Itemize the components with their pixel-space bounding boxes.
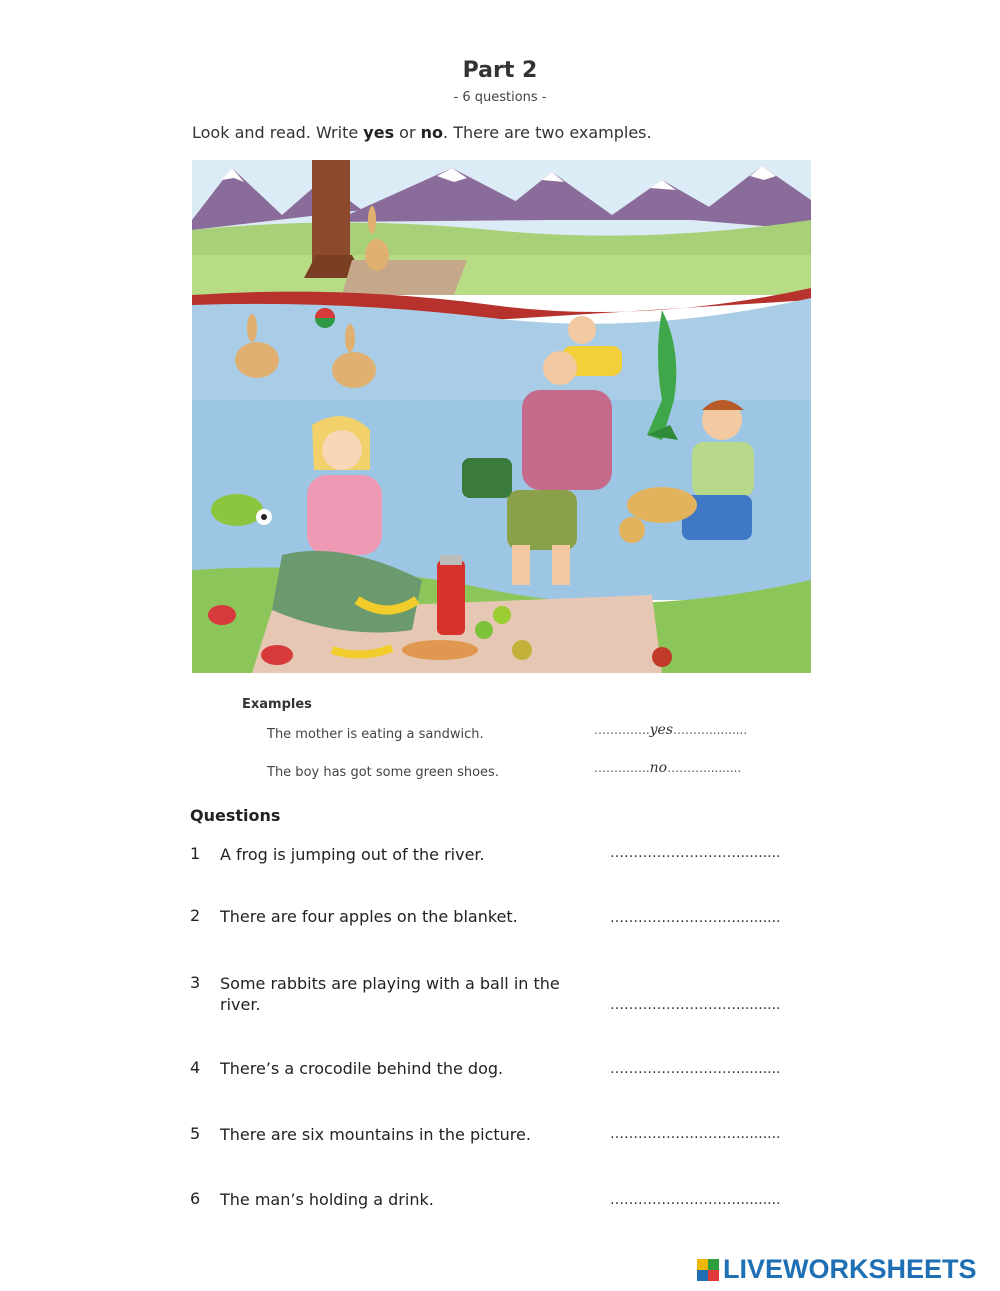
instructions	[192, 123, 652, 142]
instruction-text-3: . There are two examples.	[443, 123, 652, 142]
questions-heading: Questions	[190, 806, 281, 825]
question-5-dots: ………………………..........	[610, 1126, 781, 1142]
example-2-dots-left: …………..	[594, 761, 650, 775]
liveworksheets-logo-icon	[697, 1259, 719, 1281]
example-1-text: The mother is eating a sandwich.	[267, 727, 484, 742]
question-4-dots: ………………………..........	[610, 1061, 781, 1077]
question-3-number: 3	[190, 973, 201, 992]
question-4-text: There’s a crocodile behind the dog.	[220, 1059, 504, 1078]
question-1-number: 1	[190, 844, 201, 863]
example-1-dots-left: …………..	[594, 723, 650, 737]
question-4-input[interactable]	[610, 1061, 804, 1077]
examples-heading: Examples	[242, 697, 312, 712]
question-2-answer-field[interactable]	[610, 910, 804, 926]
example-1-answer: yes	[649, 722, 674, 738]
example-1-dots-right: ………..........	[673, 723, 748, 737]
instruction-yes: yes	[363, 123, 395, 142]
question-5-input[interactable]	[610, 1126, 804, 1142]
logo-square-4	[708, 1270, 719, 1281]
picnic-illustration	[192, 160, 811, 673]
question-1-text: A frog is jumping out of the river.	[220, 845, 485, 864]
question-6-number: 6	[190, 1189, 201, 1208]
question-2-text: There are four apples on the blanket.	[220, 907, 518, 926]
question-5-answer-field[interactable]	[610, 1126, 804, 1142]
instruction-no: no	[420, 123, 444, 142]
question-4-number: 4	[190, 1058, 201, 1077]
question-6-input[interactable]	[610, 1192, 804, 1208]
example-2-text: The boy has got some green shoes.	[267, 765, 499, 780]
instruction-text-2: or	[394, 123, 421, 142]
logo-square-3	[697, 1270, 708, 1281]
question-2-dots: ………………………..........	[610, 910, 781, 926]
question-1-answer-field[interactable]	[610, 845, 804, 861]
liveworksheets-logo-text: LIVEWORKSHEETS	[723, 1254, 977, 1284]
flask	[437, 555, 465, 635]
question-2-number: 2	[190, 906, 201, 925]
question-6-answer-field[interactable]	[610, 1192, 804, 1208]
question-1-input[interactable]	[610, 845, 804, 861]
page-subtitle: - 6 questions -	[453, 90, 547, 105]
question-3-dots: ………………………..........	[610, 997, 781, 1013]
example-2-answer-line	[594, 760, 756, 776]
question-2-input[interactable]	[610, 910, 804, 926]
logo-square-1	[697, 1259, 708, 1270]
question-5-number: 5	[190, 1124, 201, 1143]
page-title: Part 2	[462, 58, 538, 83]
question-6-text: The man’s holding a drink.	[220, 1190, 434, 1209]
liveworksheets-logo[interactable]	[697, 1254, 977, 1285]
question-3-input[interactable]	[610, 997, 804, 1013]
example-1-answer-line	[594, 722, 756, 738]
question-3-answer-field[interactable]	[610, 997, 804, 1013]
instruction-text-1: Look and read. Write	[192, 123, 364, 142]
question-4-answer-field[interactable]	[610, 1061, 804, 1077]
question-6-dots: ………………………..........	[610, 1192, 781, 1208]
example-2-dots-right: ………..........	[667, 761, 742, 775]
logo-square-2	[708, 1259, 719, 1270]
example-2-answer: no	[649, 760, 668, 776]
question-5-text: There are six mountains in the picture.	[220, 1125, 531, 1144]
question-3-text: Some rabbits are playing with a ball in the river.	[220, 974, 560, 1014]
question-1-dots: ………………………..........	[610, 845, 781, 861]
